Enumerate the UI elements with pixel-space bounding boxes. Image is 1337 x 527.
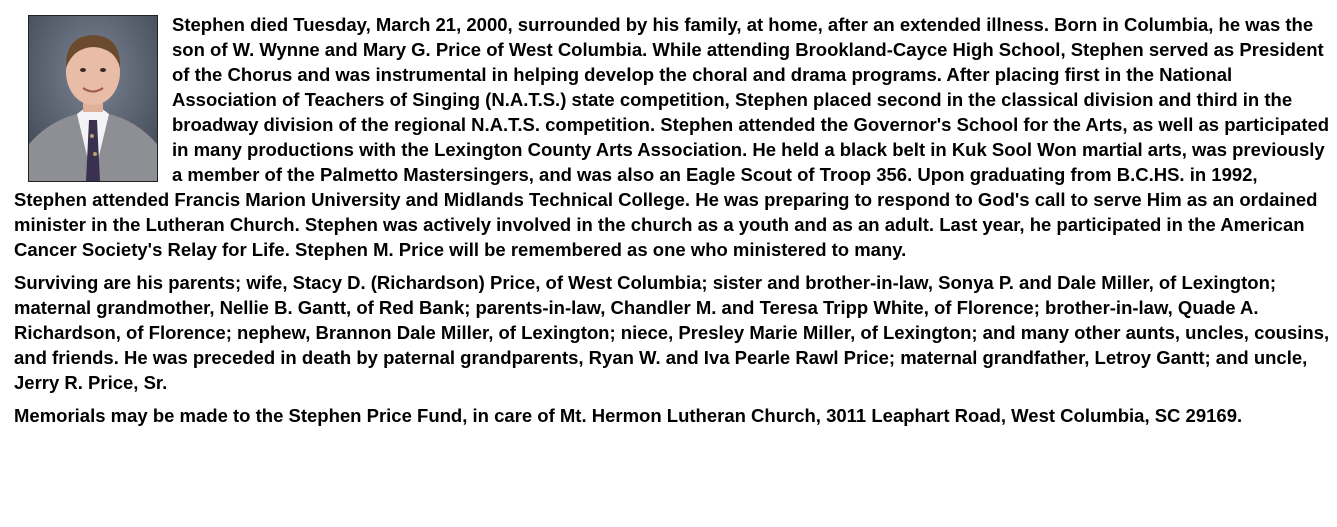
survivors-paragraph: Surviving are his parents; wife, Stacy D. (Richardson) Price, of West Columbia; sister and brother-in-law, Sonya P. and Dale Miller, of Lexington; maternal grandmother, Nellie B. Gantt, of Red Bank; parents-in-law, Chandler M. and Teresa Tripp White, of Florence; brother-in-law, Quade A. Richardson, of Florence; nephew, Brannon Dale Miller, of Lexington; niece, Presley Marie Miller, of Lexington; and many other aunts, uncles, cousins, and friends. He was preceded in death by paternal grandparents, Ryan W. and Iva Pearle Rawl Price; maternal grandfather, Letroy Gantt; and uncle, Jerry R. Price, Sr. (14, 272, 1330, 393)
memorials-paragraph: Memorials may be made to the Stephen Price Fund, in care of Mt. Hermon Lutheran Church, 3011 Leaphart Road, West Columbia, SC 29169. (14, 405, 1243, 426)
portrait-image (29, 16, 157, 181)
portrait-photo (28, 15, 158, 182)
obituary (14, 12, 1330, 436)
biography-paragraph: Stephen died Tuesday, March 21, 2000, surrounded by his family, at home, after an extended illness. Born in Columbia, he was the son of W. Wynne and Mary G. Price of West Columbia. While attending Brookland-Cayce High School, Stephen served as President of the Chorus and was instrumental in helping develop the choral and drama programs. After placing first in the National Association of Teachers of Singing (N.A.T.S.) state competition, Stephen placed second in the classical division and third in the broadway division of the regional N.A.T.S. competition. Stephen attended the Governor's School for the Arts, as well as participated in many productions with the Lexington County Arts Association. He held a black belt in Kuk Sool Won martial arts, was previously a member of the Palmetto Mastersingers, and was also an Eagle Scout of Troop 356. Upon graduating from B.C.HS. in 1992, Stephen attended Francis Marion University and Midlands Technical College. He was preparing to respond to God's call to serve Him as an ordained minister in the Lutheran Church. Stephen was actively involved in the church as a youth and as an adult. Last year, he participated in the American Cancer Society's Relay for Life. Stephen M. Price will be remembered as one who ministered to many. (14, 14, 1330, 260)
